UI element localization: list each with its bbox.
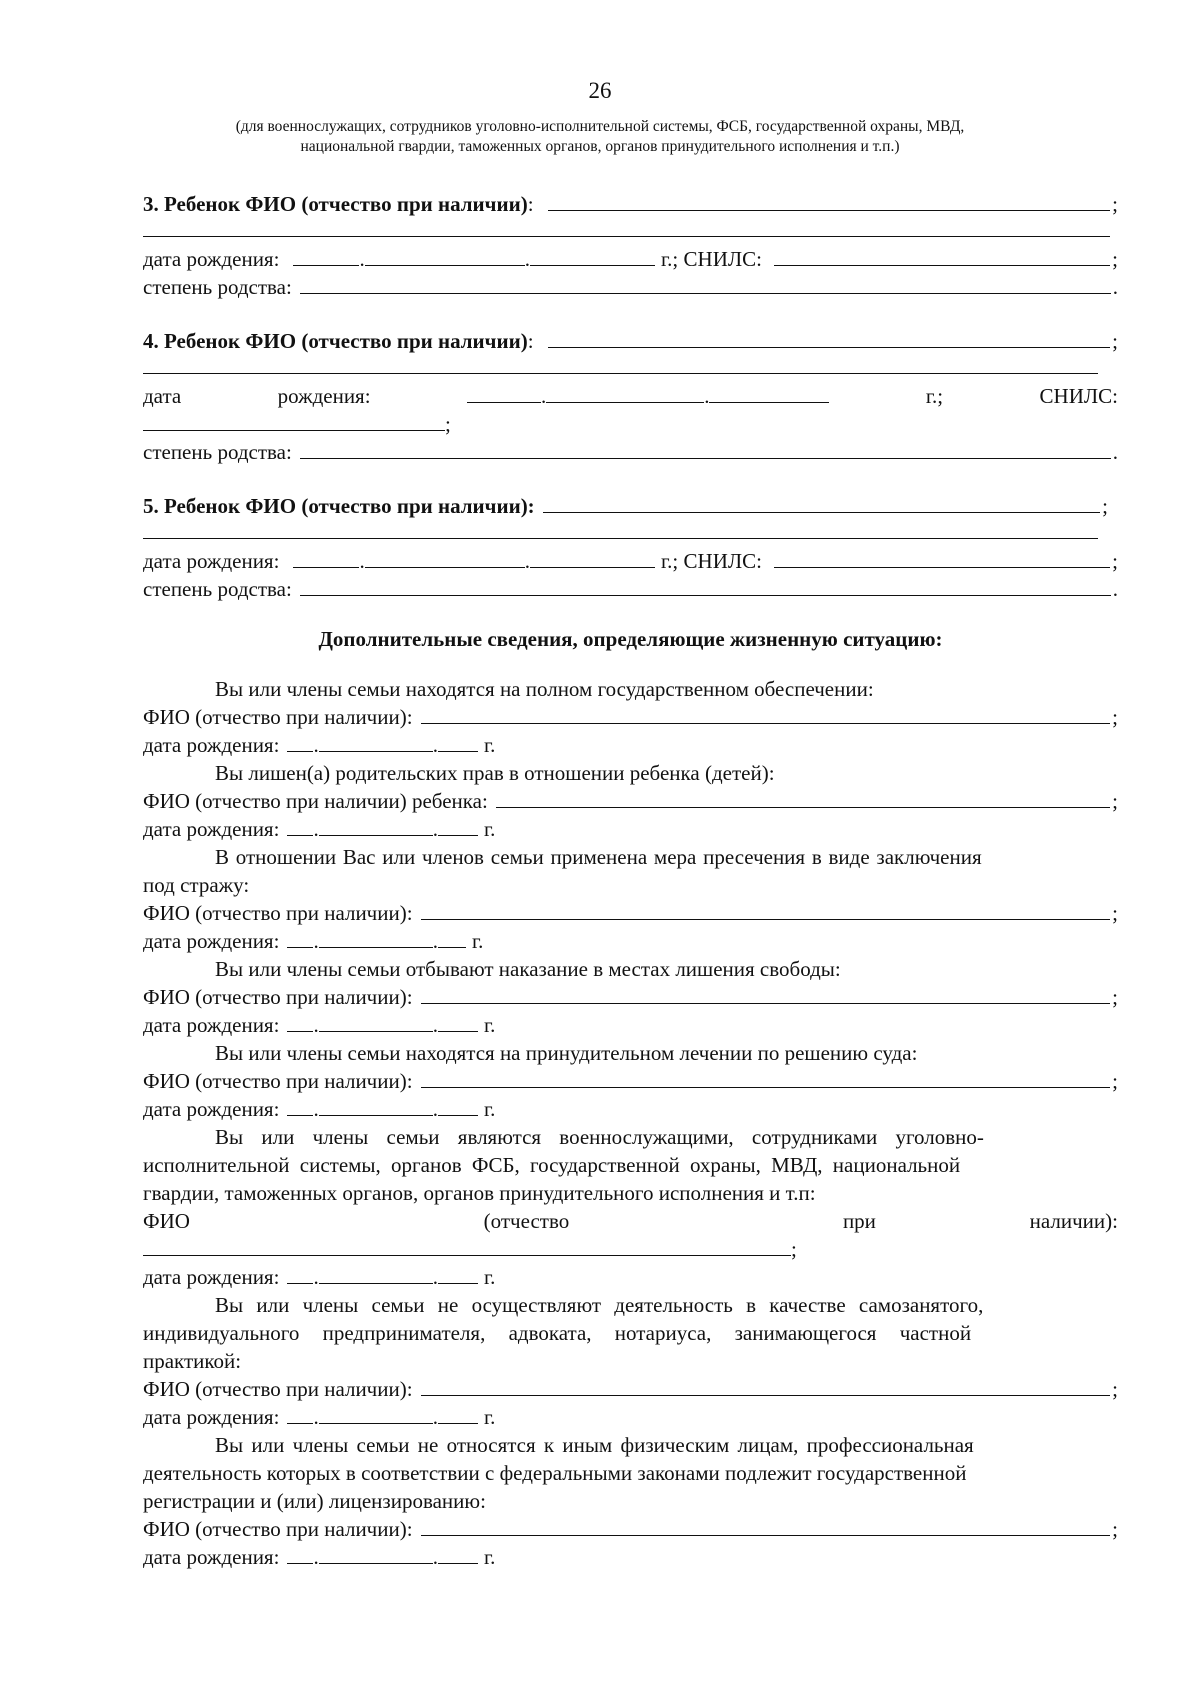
child-3-name-field[interactable] <box>548 192 1111 211</box>
child-5-birth-month[interactable] <box>365 549 525 568</box>
self-employed-fio-row: ФИО (отчество при наличии): ; <box>143 1377 1118 1401</box>
child-3-snils-field[interactable] <box>774 247 1110 266</box>
self-employed-text-line3: практикой: <box>143 1349 242 1373</box>
custody-birth-row: дата рождения: . . г. <box>143 929 484 953</box>
self-employed-birth-row: дата рождения: . . г. <box>143 1405 496 1429</box>
state-support-birth-day[interactable] <box>287 733 313 752</box>
child-3-birth-day[interactable] <box>293 247 359 266</box>
state-support-fio-field[interactable] <box>421 705 1111 724</box>
state-support-birth-year[interactable] <box>438 733 478 752</box>
licensed-text-line3: регистрации и (или) лицензированию: <box>143 1489 486 1513</box>
child-3-birth-year[interactable] <box>530 247 655 266</box>
custody-text-line1: В отношении Вас или членов семьи применена мера пресечения в виде заключения <box>215 845 982 869</box>
child-5-name-field[interactable] <box>543 494 1100 513</box>
imprisonment-birth-month[interactable] <box>319 1013 433 1032</box>
licensed-birth-month[interactable] <box>319 1545 433 1564</box>
child-5-birth-day[interactable] <box>293 549 359 568</box>
child-4-snils-field[interactable] <box>143 412 445 431</box>
state-support-birth-row: дата рождения: . . г. <box>143 733 496 757</box>
self-employed-text-line2: индивидуального предпринимателя, адвоката, нотариуса, занимающегося частной <box>143 1321 972 1345</box>
licensed-fio-row: ФИО (отчество при наличии): ; <box>143 1517 1118 1541</box>
child-4-name-row: 4. Ребенок ФИО (отчество при наличии) : ; <box>143 329 1118 353</box>
child-5-relation-field[interactable] <box>300 577 1111 596</box>
header-note-line1: (для военнослужащих, сотрудников уголовно-исполнительной системы, ФСБ, государственной охраны, МВД, <box>235 118 965 135</box>
additional-info-title: Дополнительные сведения, определяющие жизненную ситуацию: <box>318 627 943 651</box>
custody-fio-row: ФИО (отчество при наличии): ; <box>143 901 1118 925</box>
forced-treatment-birth-month[interactable] <box>319 1097 433 1116</box>
licensed-text-line1: Вы или члены семьи не относятся к иным физическим лицам, профессиональная <box>215 1433 974 1457</box>
military-birth-day[interactable] <box>287 1265 313 1284</box>
licensed-birth-day[interactable] <box>287 1545 313 1564</box>
deprived-rights-birth-year[interactable] <box>438 817 478 836</box>
child-3-name-row: 3. Ребенок ФИО (отчество при наличии) : ; <box>143 192 1118 216</box>
forced-treatment-birth-row: дата рождения: . . г. <box>143 1097 496 1121</box>
child-4-name-field[interactable] <box>548 329 1111 348</box>
deprived-rights-text: Вы лишен(а) родительских прав в отношении ребенка (детей): <box>215 761 775 785</box>
child-4-snils-row: ; <box>143 408 1118 436</box>
child-4-relation-row: степень родства: . <box>143 440 1118 464</box>
child-3-relation-row: степень родства: . <box>143 275 1118 299</box>
child-3-relation-label: степень родства: <box>143 275 292 299</box>
military-fio-field-row: ; <box>143 1233 1118 1261</box>
child-4-heading: 4. Ребенок ФИО (отчество при наличии) <box>143 329 528 353</box>
imprisonment-fio-field[interactable] <box>421 985 1111 1004</box>
state-support-birth-month[interactable] <box>319 733 433 752</box>
child-5-heading: 5. Ребенок ФИО (отчество при наличии): <box>143 494 535 518</box>
licensed-fio-field[interactable] <box>421 1517 1111 1536</box>
deprived-rights-birth-month[interactable] <box>319 817 433 836</box>
custody-text-line2: под стражу: <box>143 873 250 897</box>
custody-birth-year[interactable] <box>438 929 466 948</box>
child-4-birth-month[interactable] <box>546 384 704 403</box>
self-employed-fio-field[interactable] <box>421 1377 1111 1396</box>
state-support-fio-row: ФИО (отчество при наличии): ; <box>143 705 1118 729</box>
military-birth-year[interactable] <box>438 1265 478 1284</box>
form-content <box>143 188 1118 1569</box>
imprisonment-birth-row: дата рождения: . . г. <box>143 1013 496 1037</box>
child-4-birth-year[interactable] <box>709 384 829 403</box>
deprived-rights-birth-day[interactable] <box>287 817 313 836</box>
child-5-snils-field[interactable] <box>774 549 1110 568</box>
imprisonment-birth-year[interactable] <box>438 1013 478 1032</box>
header-note-line2: национальной гвардии, таможенных органов, органов принудительного исполнения и т.п.) <box>300 138 900 155</box>
self-employed-text-line1: Вы или члены семьи не осуществляют деятельность в качестве самозанятого, <box>215 1293 984 1317</box>
licensed-birth-row: дата рождения: . . г. <box>143 1545 496 1569</box>
military-fio-label-row: ФИО (отчество при наличии): <box>143 1209 1118 1233</box>
forced-treatment-birth-year[interactable] <box>438 1097 478 1116</box>
forced-treatment-text: Вы или члены семьи находятся на принудительном лечении по решению суда: <box>215 1041 918 1065</box>
imprisonment-fio-row: ФИО (отчество при наличии): ; <box>143 985 1118 1009</box>
child-3-birth-label: дата рождения: <box>143 247 280 271</box>
self-employed-birth-day[interactable] <box>287 1405 313 1424</box>
forced-treatment-fio-field[interactable] <box>421 1069 1111 1088</box>
military-text-line3: гвардии, таможенных органов, органов принудительного исполнения и т.п: <box>143 1181 816 1205</box>
licensed-birth-year[interactable] <box>438 1545 478 1564</box>
custody-birth-day[interactable] <box>287 929 313 948</box>
child-3-heading: 3. Ребенок ФИО (отчество при наличии) <box>143 192 528 216</box>
military-text-line1: Вы или члены семьи являются военнослужащими, сотрудниками уголовно- <box>215 1125 984 1149</box>
deprived-rights-birth-row: дата рождения: . . г. <box>143 817 496 841</box>
deprived-rights-fio-field[interactable] <box>496 789 1110 808</box>
child-4-relation-field[interactable] <box>300 440 1111 459</box>
child-4-name-field-cont[interactable] <box>143 353 1098 374</box>
child-5-relation-label: степень родства: <box>143 577 292 601</box>
child-4-relation-label: степень родства: <box>143 440 292 464</box>
licensed-text-line2: деятельность которых в соответствии с федеральными законами подлежит государственной <box>143 1461 967 1485</box>
forced-treatment-fio-row: ФИО (отчество при наличии): ; <box>143 1069 1118 1093</box>
military-text-line2: исполнительной системы, органов ФСБ, государственной охраны, МВД, национальной <box>143 1153 961 1177</box>
child-3-name-field-cont[interactable] <box>143 216 1110 237</box>
forced-treatment-birth-day[interactable] <box>287 1097 313 1116</box>
imprisonment-text: Вы или члены семьи отбывают наказание в местах лишения свободы: <box>215 957 841 981</box>
child-5-birth-row: дата рождения: . . г.; СНИЛС: ; <box>143 549 1118 573</box>
deprived-rights-fio-row: ФИО (отчество при наличии) ребенка: ; <box>143 789 1118 813</box>
military-birth-row: дата рождения: . . г. <box>143 1265 496 1289</box>
custody-birth-month[interactable] <box>319 929 433 948</box>
child-5-relation-row: степень родства: . <box>143 577 1118 601</box>
self-employed-birth-year[interactable] <box>438 1405 478 1424</box>
child-5-name-row: 5. Ребенок ФИО (отчество при наличии): ; <box>143 494 1108 518</box>
custody-fio-field[interactable] <box>421 901 1111 920</box>
child-5-name-field-cont[interactable] <box>143 518 1098 539</box>
child-3-birth-row: дата рождения: . . г.; СНИЛС: ; <box>143 247 1118 271</box>
child-4-birth-day[interactable] <box>467 384 541 403</box>
imprisonment-birth-day[interactable] <box>287 1013 313 1032</box>
self-employed-birth-month[interactable] <box>319 1405 433 1424</box>
state-support-text: Вы или члены семьи находятся на полном государственном обеспечении: <box>215 677 874 701</box>
child-3-relation-field[interactable] <box>300 275 1111 294</box>
child-3-birth-month[interactable] <box>365 247 525 266</box>
header-note <box>150 117 1050 157</box>
military-birth-month[interactable] <box>319 1265 433 1284</box>
child-5-birth-label: дата рождения: <box>143 549 280 573</box>
child-5-birth-year[interactable] <box>530 549 655 568</box>
page-number: 26 <box>588 78 612 103</box>
child-4-birth-row: дата рождения: . . г.; СНИЛС: <box>143 384 1118 408</box>
military-fio-field[interactable] <box>143 1237 791 1256</box>
